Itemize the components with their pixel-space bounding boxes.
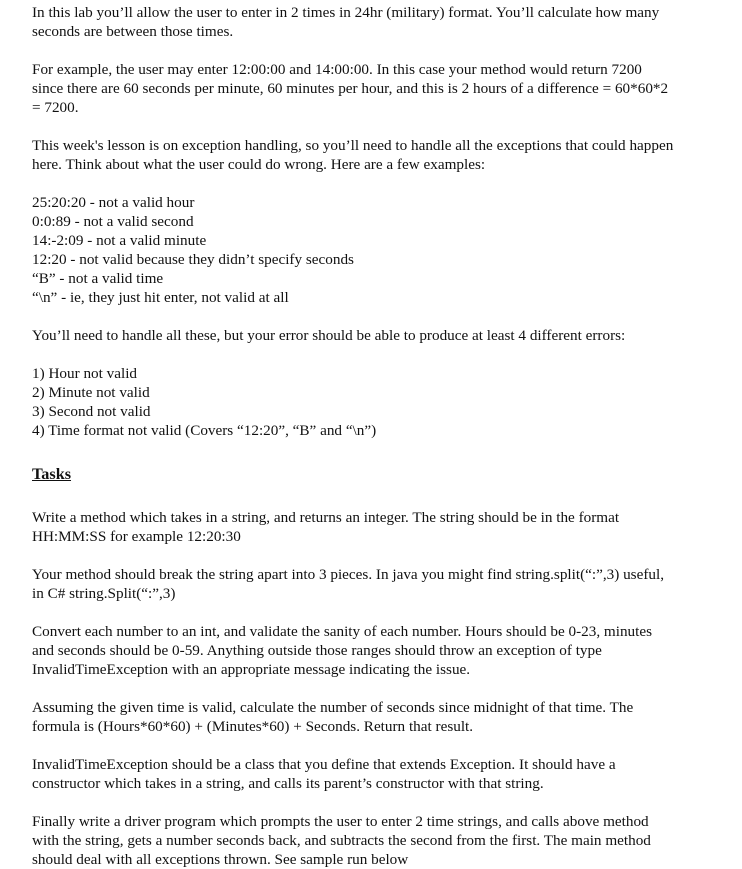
intro-line: In this lab you’ll allow the user to enter in 2 times in 24hr (military) format. You’ll calculate how many [32, 4, 660, 21]
task-convert-line: InvalidTimeException with an appropriate message indicating the issue. [32, 661, 471, 678]
lesson-line: here. Think about what the user could do wrong. Here are a few examples: [32, 156, 486, 173]
task-formula-line: Assuming the given time is valid, calculate the number of seconds since midnight of that time. The [32, 699, 634, 716]
error-item: 4) Time format not valid (Covers “12:20”, “B” and “\n”) [32, 422, 377, 439]
error-item: 2) Minute not valid [32, 384, 150, 401]
invalid-example-item: “B” - not a valid time [32, 270, 164, 287]
example-paragraph [32, 60, 732, 117]
task-exception-line: constructor which takes in a string, and calls its parent’s constructor with that string. [32, 775, 544, 792]
invalid-examples-list [32, 193, 732, 307]
invalid-example-item: 25:20:20 - not a valid hour [32, 194, 195, 211]
task-method-line: HH:MM:SS for example 12:20:30 [32, 528, 241, 545]
task-exception-line: InvalidTimeException should be a class that you define that extends Exception. It should have a [32, 756, 616, 773]
task-method-line: Write a method which takes in a string, and returns an integer. The string should be in the format [32, 509, 620, 526]
task-driver-line: Finally write a driver program which prompts the user to enter 2 time strings, and calls above method [32, 813, 649, 830]
task-method-paragraph [32, 508, 732, 546]
example-line: For example, the user may enter 12:00:00 and 14:00:00. In this case your method would return 7200 [32, 61, 642, 78]
invalid-example-item: 14:-2:09 - not a valid minute [32, 232, 207, 249]
task-convert-line: and seconds should be 0-59. Anything outside those ranges should throw an exception of type [32, 642, 602, 659]
errors-intro: You’ll need to handle all these, but your error should be able to produce at least 4 different errors: [32, 327, 626, 344]
task-driver-line: should deal with all exceptions thrown. See sample run below [32, 851, 409, 868]
lesson-line: This week's lesson is on exception handling, so you’ll need to handle all the exceptions that could happen [32, 137, 674, 154]
task-exception-paragraph [32, 755, 732, 793]
task-split-paragraph [32, 565, 732, 603]
invalid-example-item: “\n” - ie, they just hit enter, not valid at all [32, 289, 289, 306]
error-item: 3) Second not valid [32, 403, 151, 420]
example-line: since there are 60 seconds per minute, 60 minutes per hour, and this is 2 hours of a difference = 60*60*2 [32, 80, 669, 97]
task-convert-paragraph [32, 622, 732, 679]
task-formula-line: formula is (Hours*60*60) + (Minutes*60) + Seconds. Return that result. [32, 718, 474, 735]
task-driver-paragraph [32, 812, 732, 869]
intro-line: seconds are between those times. [32, 23, 234, 40]
invalid-example-item: 0:0:89 - not a valid second [32, 213, 194, 230]
errors-list [32, 364, 732, 440]
task-driver-line: with the string, gets a number seconds back, and subtracts the second from the first. The main method [32, 832, 651, 849]
error-item: 1) Hour not valid [32, 365, 138, 382]
document-page [32, 3, 732, 869]
tasks-heading: Tasks [32, 465, 72, 483]
task-formula-paragraph [32, 698, 732, 736]
task-split-line: in C# string.Split(“:”,3) [32, 585, 176, 602]
task-convert-line: Convert each number to an int, and validate the sanity of each number. Hours should be 0-23, minutes [32, 623, 653, 640]
task-split-line: Your method should break the string apart into 3 pieces. In java you might find string.split(“:”,3) useful, [32, 566, 665, 583]
lesson-paragraph [32, 136, 732, 174]
intro-paragraph [32, 3, 732, 41]
example-line: = 7200. [32, 99, 79, 116]
invalid-example-item: 12:20 - not valid because they didn’t specify seconds [32, 251, 354, 268]
